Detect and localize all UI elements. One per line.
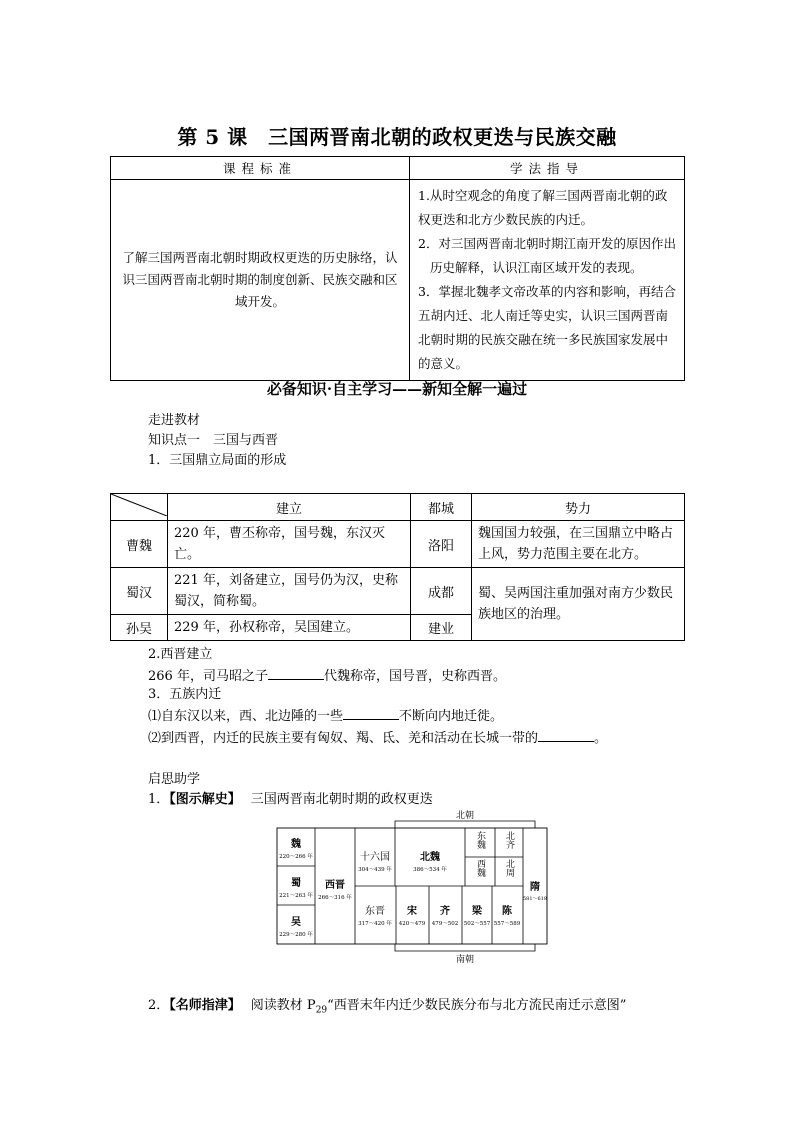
founding-text: 221 年，刘备建立，国号仍为汉，史称蜀汉，简称蜀。 — [168, 568, 411, 615]
song-years: 420～479 — [398, 921, 426, 927]
shu-name: 蜀 — [291, 878, 301, 889]
wei-name: 魏 — [291, 839, 301, 850]
fill-blank[interactable] — [538, 727, 594, 742]
founding-text: 220 年，曹丕称帝，国号魏，东汉灭亡。 — [168, 521, 411, 568]
three-kingdoms-table — [110, 493, 685, 641]
qi-years: 479～502 — [431, 921, 459, 927]
wei-years: 220～266 年 — [279, 854, 313, 860]
tip-1: 1．【图示解史】 三国两晋南北朝时期的政权更迭 — [148, 792, 433, 807]
header-power: 势力 — [472, 494, 685, 521]
item-2-heading: 2.西晋建立 — [148, 647, 213, 662]
tip-tag: 【名师指津】 — [169, 998, 241, 1013]
chen-name: 陈 — [502, 906, 512, 917]
qisi-heading: 启思助学 — [148, 772, 201, 787]
dongjin-name: 东晋 — [365, 906, 385, 917]
wu-name: 吴 — [291, 917, 301, 928]
section-heading: 必备知识·自主学习——新知全解一遍过 — [266, 380, 528, 398]
state-name: 孙吴 — [111, 615, 168, 641]
item-1-heading: 1．三国鼎立局面的形成 — [148, 453, 287, 468]
diagonal-header-cell — [111, 494, 168, 521]
guidance-item: 2．对三国两晋南北朝时期江南开发的原因作出历史解释，认识江南区域开发的表现。 — [418, 236, 676, 275]
beichao-label: 北朝 — [455, 811, 475, 821]
shiliuguo-name: 十六国 — [360, 852, 390, 863]
regime-succession-diagram — [250, 810, 550, 965]
curriculum-standard-text: 了解三国两晋南北朝时期政权更迭的历史脉络，认识三国两晋南北朝时期的制度创新、民族交融和区域开发。 — [111, 180, 410, 381]
item-2-text: 266 年，司马昭之子 代魏称帝，国号晋，史称西晋。 — [148, 665, 506, 687]
chen-years: 557～589 — [493, 921, 521, 927]
knowledge-point-heading: 知识点一 三国与西晋 — [148, 433, 279, 448]
beiwei-name: 北魏 — [420, 852, 440, 863]
wu-years: 229～280 年 — [279, 932, 313, 938]
guidance-item: 3．掌握北魏孝文帝改革的内容和影响，再结合五胡内迁、北人南迁等史实，认识三国两晋南北朝时期的民族交融在统一多民族国家发展中的意义。 — [418, 284, 676, 371]
dongjin-years: 317～420 年 — [358, 921, 392, 927]
state-name: 蜀汉 — [111, 568, 168, 615]
dongwei-name: 东魏 — [475, 831, 485, 849]
tip-2: 2．【名师指津】 阅读教材 $P_{29}“$西晋末年内迁少数民族分布与北方流民南迁示意图” — [148, 998, 627, 1016]
xijin-name: 西晋 — [325, 880, 345, 891]
capital-text: 成都 — [411, 568, 472, 615]
study-guidance-cell — [410, 180, 685, 381]
power-text: 蜀、吴两国注重加强对南方少数民族地区的治理。 — [472, 568, 685, 641]
beichao-bracket — [395, 810, 535, 828]
fill-blank[interactable] — [343, 705, 399, 720]
xijin-years: 266～316 年 — [318, 895, 352, 901]
item-3-para-2: ⑵到西晋，内迁的民族主要有匈奴、羯、氐、羌和活动在长城一带的 。 — [148, 727, 607, 749]
capital-text: 建业 — [411, 615, 472, 641]
state-name: 曹魏 — [111, 521, 168, 568]
header-study-guidance: 学法指导 — [410, 157, 685, 180]
item-3-heading: 3．五族内迁 — [148, 687, 222, 702]
header-founding: 建立 — [168, 494, 411, 521]
page-title: 第 5 课 三国两晋南北朝的政权更迭与民族交融 — [177, 125, 617, 149]
header-capital: 都城 — [411, 494, 472, 521]
guidance-item: 1.从时空观念的角度了解三国两晋南北朝的政权更迭和北方少数民族的内迁。 — [418, 188, 668, 227]
xiwei-name: 西魏 — [475, 859, 485, 877]
header-curriculum-standard: 课程标准 — [111, 157, 410, 180]
power-text: 魏国国力较强，在三国鼎立中略占上风，势力范围主要在北方。 — [472, 521, 685, 568]
beiqi-name: 北齐 — [504, 831, 514, 849]
nanchao-bracket — [395, 944, 535, 965]
fill-blank[interactable] — [268, 665, 324, 680]
qi-name: 齐 — [440, 906, 450, 917]
sui-years: 581～618 — [522, 896, 548, 902]
diagonal-line — [111, 494, 167, 516]
founding-text: 229 年，孙权称帝，吴国建立。 — [168, 615, 411, 641]
song-name: 宋 — [407, 906, 417, 917]
beizhou-name: 北周 — [504, 859, 514, 877]
liang-name: 梁 — [472, 906, 482, 917]
capital-text: 洛阳 — [411, 521, 472, 568]
item-3-para-1: ⑴自东汉以来，西、北边陲的一些 不断向内地迁徙。 — [148, 705, 503, 727]
nanchao-label: 南朝 — [455, 955, 475, 965]
shiliuguo-years: 304～439 年 — [358, 867, 392, 873]
tip-tag: 【图示解史】 — [169, 792, 241, 807]
zoujin-label: 走进教材 — [148, 413, 201, 428]
sui-name: 隋 — [530, 882, 540, 893]
shu-years: 221～263 年 — [279, 893, 313, 899]
beiwei-years: 386～534 年 — [413, 867, 447, 873]
liang-years: 502～557 — [463, 921, 491, 927]
curriculum-table — [110, 156, 685, 381]
